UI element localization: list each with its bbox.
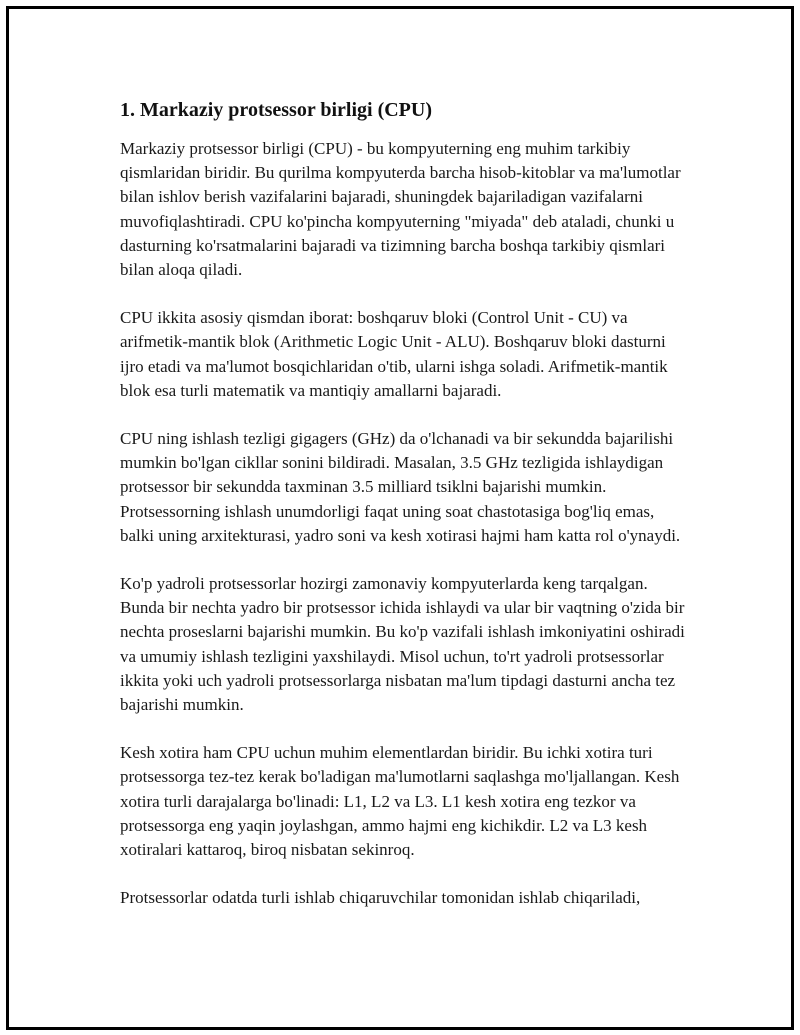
- document-body: [120, 97, 692, 934]
- paragraph-cpu-definition: Markaziy protsessor birligi (CPU) - bu kompyuterning eng muhim tarkibiy qismlaridan biridir. Bu qurilma kompyuterda barcha hisob-kitoblar va ma'lumotlar bilan ishlov berish vazifalarini bajaradi, shuningdek bajariladigan vazifalarni muvofiqlashtiradi. CPU ko'pincha kompyuterning "miyada" deb ataladi, chunki u dasturning ko'rsatmalarini bajaradi va tizimning barcha boshqa tarkibiy qismlari bilan aloqa qiladi.: [120, 139, 681, 280]
- paragraph-manufacturers: Protsessorlar odatda turli ishlab chiqaruvchilar tomonidan ishlab chiqariladi,: [120, 888, 641, 908]
- section-heading: 1. Markaziy protsessor birligi (CPU): [120, 99, 433, 121]
- paragraph-cpu-components: CPU ikkita asosiy qismdan iborat: boshqaruv bloki (Control Unit - CU) va arifmetik-mantik blok (Arithmetic Logic Unit - ALU). Boshqaruv bloki dasturni ijro etadi va ma'lumot bosqichlaridan o'tib, ularni ishga soladi. Arifmetik-mantik blok esa turli matematik va mantiqiy amallarni bajaradi.: [120, 308, 668, 400]
- document-page: [6, 6, 794, 1030]
- paragraph-multicore: Ko'p yadroli protsessorlar hozirgi zamonaviy kompyuterlarda keng tarqalgan. Bunda bir nechta yadro bir protsessor ichida ishlaydi va ular bir vaqtning o'zida bir nechta proseslarni bajarishi mumkin. Bu ko'p vazifali ishlash imkoniyatini oshiradi va umumiy ishlash tezligini yaxshilaydi. Misol uchun, to'rt yadroli protsessorlar ikkita yoki uch yadroli protsessorlarga nisbatan ma'lum tipdagi dasturni ancha tez bajarishi mumkin.: [120, 574, 685, 715]
- paragraph-cpu-speed: CPU ning ishlash tezligi gigagers (GHz) da o'lchanadi va bir sekundda bajarilishi mumkin bo'lgan cikllar sonini bildiradi. Masalan, 3.5 GHz tezligida ishlaydigan protsessor bir sekundda taxminan 3.5 milliard tsiklni bajarishi mumkin. Protsessorning ishlash unumdorligi faqat uning soat chastotasiga bog'liq emas, balki uning arxitekturasi, yadro soni va kesh xotirasi hajmi ham katta rol o'ynaydi.: [120, 429, 681, 545]
- paragraph-cache: Kesh xotira ham CPU uchun muhim elementlardan biridir. Bu ichki xotira turi protsessorga tez-tez kerak bo'ladigan ma'lumotlarni saqlashga mo'ljallangan. Kesh xotira turli darajalarga bo'linadi: L1, L2 va L3. L1 kesh xotira eng tezkor va protsessorga eng yaqin joylashgan, ammo hajmi eng kichikdir. L2 va L3 kesh xotiralari kattaroq, biroq nisbatan sekinroq.: [120, 743, 680, 860]
